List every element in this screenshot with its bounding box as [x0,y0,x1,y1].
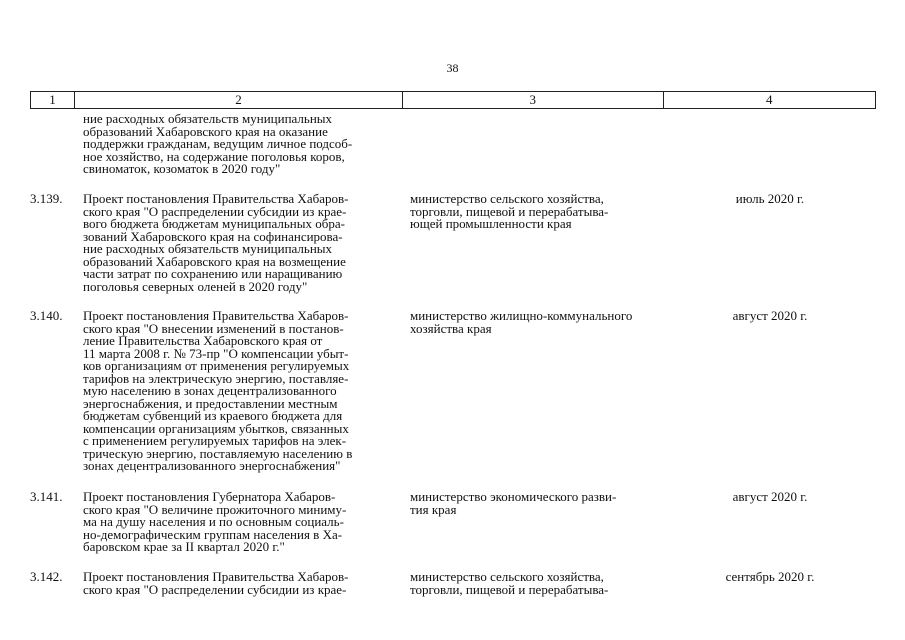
row-title: Проект постановления Правительства Хабаров- ского края "О распределении субсидии из крае- [83,569,349,597]
row-responsible: министерство жилищно-коммунального хозяйства края [410,308,633,336]
header-col-4: 4 [766,92,773,107]
header-col-2: 2 [75,92,403,108]
row-deadline: август 2020 г. [732,489,808,504]
table-header [30,91,876,109]
row-number: 3.139. [30,191,63,206]
row-title: Проект постановления Правительства Хабаров- ского края "О распределении субсидии из крае- вого бюджета бюджетам муниципальных обра- зований Хабаровского края на софинансирова- ние расходных обязательств муниципальных образований Хабаровского края на возмещение части затрат по сохранению или наращиванию поголовья северных оленей в 2020 году" [83,191,349,294]
row-number: 3.142. [30,569,63,584]
header-col-3: 3 [403,92,663,108]
row-number: 3.141. [30,489,63,504]
row-responsible: министерство сельского хозяйства, торговли, пищевой и перерабатыва- [410,569,609,597]
row-title: ние расходных обязательств муниципальных образований Хабаровского края на оказание поддержки гражданам, ведущим личное подсоб- ное хозяйство, на содержание поголовья коров, свиноматок, козоматок в 2020 году" [83,111,353,176]
row-responsible: министерство сельского хозяйства, торговли, пищевой и перерабатыва- ющей промышленности края [410,191,609,231]
row-responsible: министерство экономического разви- тия края [410,489,617,517]
header-col-1: 1 [31,92,75,108]
row-title: Проект постановления Правительства Хабаров- ского края "О внесении изменений в постанов- ление Правительства Хабаровского края от 11 марта 2008 г. № 73-пр "О компенсации убыт- ков организациям от применения регулируемых тарифов на электрическую энергию, поставляе- мую населению в зонах децентрализованного энергоснабжения, и предоставлении местным бюджетам субвенций из краевого бюджета для компенсации организациям убытков, связанных с применением регулируемых тарифов на элек- трическую энергию, поставляемую населению в зонах децентрализованного энергоснабжения" [83,308,353,473]
row-deadline: август 2020 г. [732,308,808,323]
row-deadline: июль 2020 г. [735,191,805,206]
row-deadline: сентябрь 2020 г. [725,569,815,584]
page-number: 38 [446,61,459,75]
row-number: 3.140. [30,308,63,323]
row-title: Проект постановления Губернатора Хабаров- ского края "О величине прожиточного миниму- ма на душу населения и по основным социаль- но-демографическим группам населения в Ха- баровском крае за II квартал 2020 г." [83,489,347,554]
